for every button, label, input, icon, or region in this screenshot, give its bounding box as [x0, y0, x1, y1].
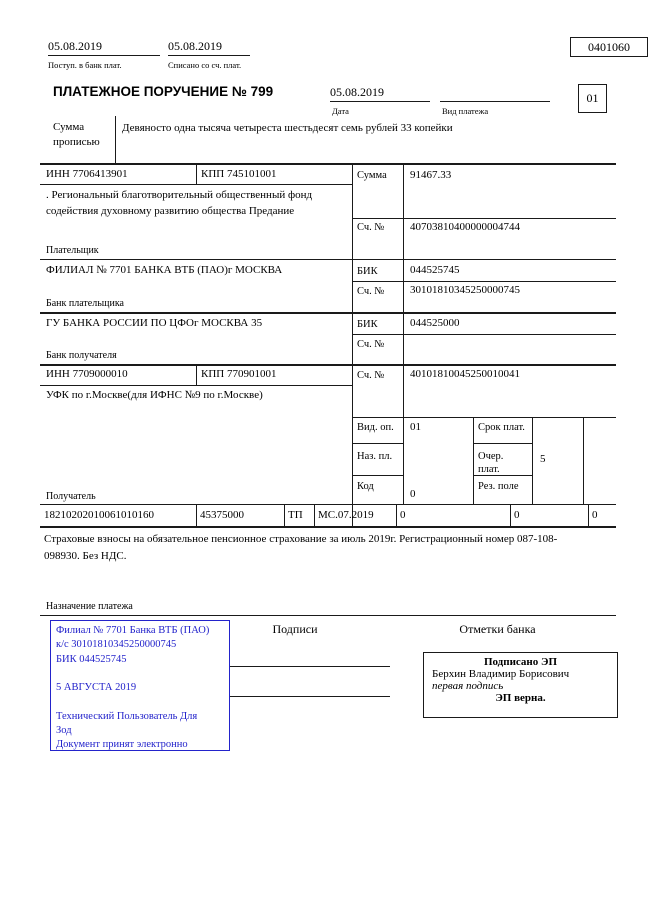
beneficiary-account-label: Сч. №: [357, 370, 385, 381]
signature-line: [230, 666, 390, 667]
table-line: [196, 163, 197, 185]
payer-bank-bik-label: БИК: [357, 266, 378, 277]
received-date-label: Поступ. в банк плат.: [48, 60, 122, 70]
esign-title: Подписано ЭП: [483, 656, 558, 668]
beneficiary-account-value: 40101810045250010041: [410, 368, 520, 380]
table-line: [40, 504, 616, 505]
stamp-bank-name: Филиал № 7701 Банка ВТБ (ПАО): [56, 625, 210, 636]
table-line: [352, 417, 616, 418]
table-line: [40, 259, 616, 260]
payer-bank-account-value: 30101810345250000745: [410, 284, 520, 296]
payment-type-label: Вид платежа: [442, 106, 489, 116]
table-line: [510, 504, 511, 527]
pay-term-label: Срок плат.: [478, 422, 525, 433]
sum-label: Сумма: [357, 170, 387, 181]
payment-basis: ТП: [288, 509, 303, 521]
beneficiary-bank-name: ГУ БАНКА РОССИИ ПО ЦФОг МОСКВА 35: [46, 317, 263, 329]
debited-date-label: Списано со сч. плат.: [168, 60, 242, 70]
beneficiary-bank-bik-label: БИК: [357, 319, 378, 330]
payment-type-field: [440, 84, 550, 102]
payer-bank-label: Банк плательщика: [46, 298, 124, 309]
payer-bank-bik-value: 044525745: [410, 264, 460, 276]
tax-doc-date: 0: [514, 509, 520, 521]
table-line: [396, 504, 397, 527]
payment-purpose-label: Назначение платежа: [46, 601, 133, 612]
date-field: 05.08.2019: [330, 84, 430, 102]
divider: [115, 116, 116, 164]
table-line: [40, 312, 616, 314]
stamp-user-line2: Зод: [56, 725, 72, 737]
table-line: [40, 615, 616, 616]
pay-purpose-label: Наз. пл.: [357, 451, 393, 462]
form-code-box: 0401060: [570, 37, 648, 57]
signature-line: [230, 696, 390, 697]
esign-subtitle: первая подпись: [432, 680, 504, 692]
stamp-corr-account: к/с 30101810345250000745: [56, 639, 177, 651]
amount-words-value: Девяносто одна тысяча четыреста шестьдесят семь рублей 33 копейки: [122, 122, 453, 134]
stamp-spacer: [56, 695, 224, 709]
res-field-label: Рез. поле: [478, 481, 519, 492]
table-line: [473, 417, 474, 505]
bank-marks-header: Отметки банка: [459, 622, 536, 636]
table-line: [352, 334, 616, 335]
payer-kpp: КПП 745101001: [201, 168, 277, 180]
code-value: 0: [410, 488, 416, 500]
esign-name: Берхин Владимир Борисович: [432, 668, 570, 680]
document-title: ПЛАТЕЖНОЕ ПОРУЧЕНИЕ № 799: [53, 84, 274, 99]
tax-doc-number: 0: [400, 509, 406, 521]
table-line: [196, 504, 197, 527]
op-type-label: Вид. оп.: [357, 422, 394, 433]
debited-date: 05.08.2019: [168, 38, 250, 56]
oktmo-code: 45375000: [200, 509, 244, 521]
payer-account-value: 40703810400000004744: [410, 221, 520, 233]
table-line: [352, 218, 616, 219]
pay-order-label: Очер. плат.: [478, 451, 504, 476]
electronic-signature-stamp: [423, 652, 618, 718]
payer-inn: ИНН 7706413901: [46, 168, 128, 180]
beneficiary-label: Получатель: [46, 491, 96, 502]
amount-words-label: Сумма прописью: [53, 121, 100, 149]
beneficiary-bank-bik-value: 044525000: [410, 317, 460, 329]
table-line: [40, 364, 616, 366]
payer-bank-name: ФИЛИАЛ № 7701 БАНКА ВТБ (ПАО)г МОСКВА: [46, 264, 283, 276]
op-type-value: 01: [410, 421, 421, 433]
payer-account-label: Сч. №: [357, 222, 385, 233]
stamp-bik: БИК 044525745: [56, 653, 127, 665]
beneficiary-bank-account-label: Сч. №: [357, 339, 385, 350]
tax-type: 0: [592, 509, 598, 521]
received-date: 05.08.2019: [48, 38, 160, 56]
code-label: Код: [357, 481, 374, 492]
payment-purpose-text: Страховые взносы на обязательное пенсионное страхование за июль 2019г. Регистрационный номер 087-108-098930. Без НДС.: [44, 533, 558, 562]
pay-order-value: 5: [540, 453, 546, 465]
table-line: [196, 364, 197, 386]
payer-name: . Региональный благотворительный общественный фонд содействия духовному развитию общества Предание: [46, 189, 313, 217]
beneficiary-bank-label: Банк получателя: [46, 350, 117, 361]
table-line: [352, 163, 353, 527]
beneficiary-kpp: КПП 770901001: [201, 368, 277, 380]
stamp-spacer: [56, 667, 224, 681]
kbk-code: 18210202010061010160: [44, 509, 154, 521]
payer-label: Плательщик: [46, 245, 99, 256]
bank-acceptance-stamp: [50, 620, 230, 751]
table-line: [314, 504, 315, 527]
beneficiary-inn: ИНН 7709000010: [46, 368, 128, 380]
date-label: Дата: [332, 106, 349, 116]
table-line: [532, 417, 533, 505]
tax-period: МС.07.2019: [318, 509, 374, 521]
table-line: [40, 163, 616, 165]
signatures-header: Подписи: [272, 622, 318, 636]
table-line: [583, 417, 584, 505]
table-line: [588, 504, 589, 527]
table-line: [284, 504, 285, 527]
table-line: [352, 443, 403, 444]
sum-value: 91467.33: [410, 169, 452, 181]
stamp-date: 5 АВГУСТА 2019: [56, 682, 137, 694]
status-code-box: 01: [578, 84, 607, 113]
payer-bank-account-label: Сч. №: [357, 286, 385, 297]
table-line: [403, 163, 404, 505]
table-line: [40, 526, 616, 528]
esign-verified: ЭП верна.: [495, 692, 546, 704]
table-line: [473, 443, 532, 444]
stamp-accepted-note: Документ принят электронно: [56, 739, 188, 751]
beneficiary-name: УФК по г.Москве(для ИФНС №9 по г.Москве): [46, 389, 263, 401]
table-line: [352, 475, 403, 476]
stamp-user-line1: Технический Пользователь Для: [56, 710, 198, 722]
table-line: [352, 281, 616, 282]
